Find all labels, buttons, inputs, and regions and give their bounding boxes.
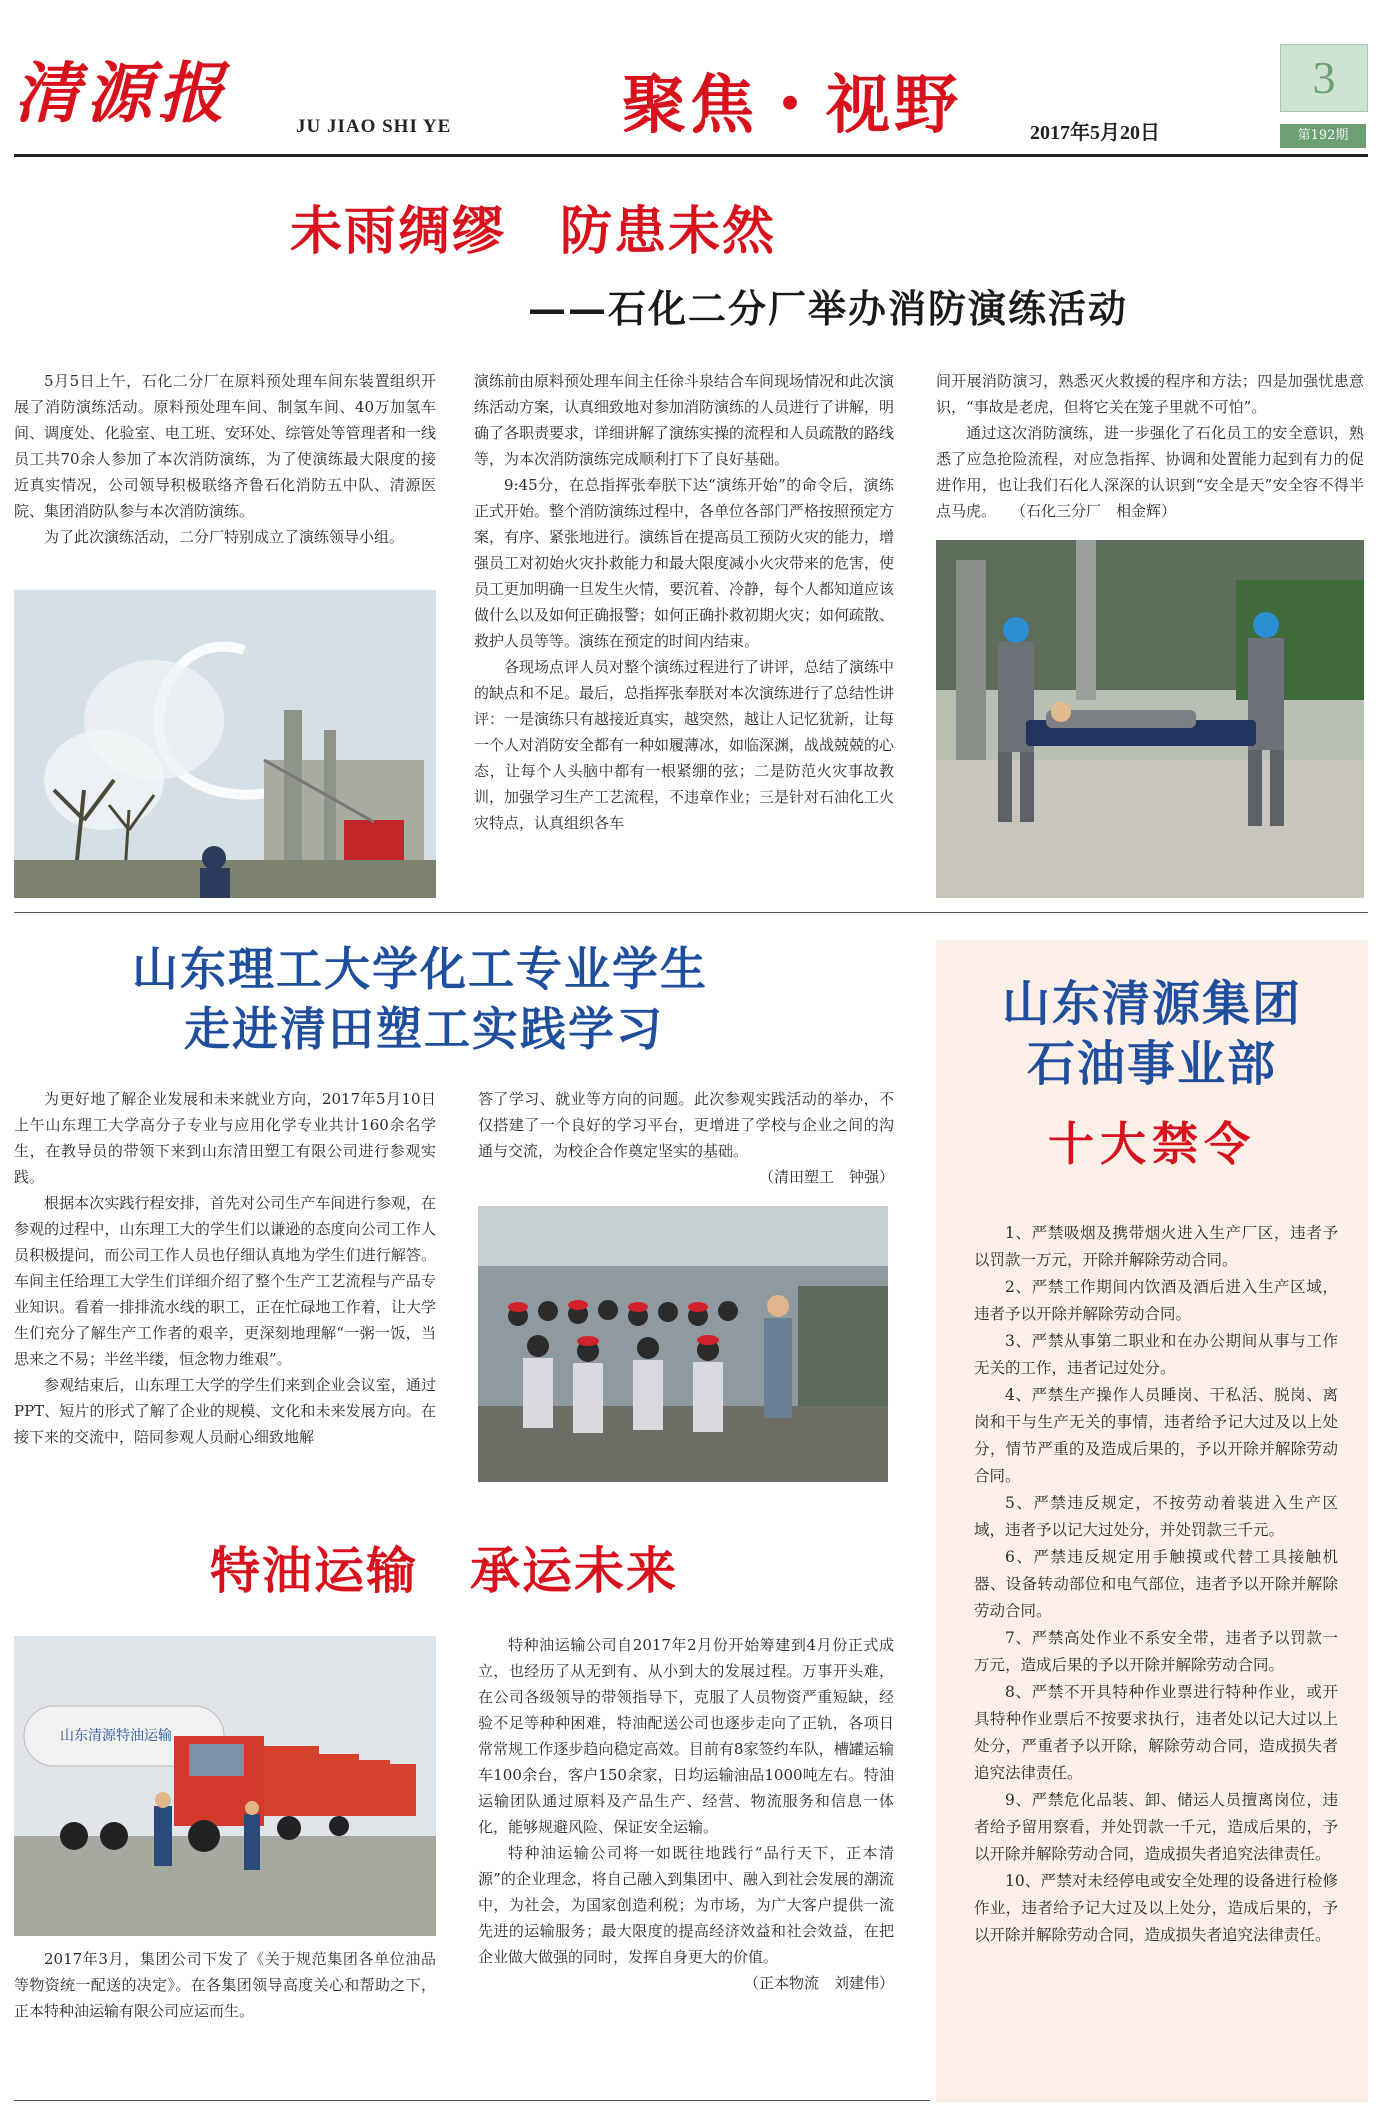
students-illustration <box>478 1206 888 1482</box>
article2-col1 <box>14 1086 436 1450</box>
masthead-rule <box>14 154 1368 157</box>
article3-col2-para: 特种油运输公司自2017年2月份开始筹建到4月份正式成立，也经历了从无到有、从小到大的发展过程。万事开头难，在公司各级领导的带领指导下，克服了人员物资严重短缺，经验不足等种种困难，特油配送公司也逐步走向了正轨，各项日常常规工作逐步趋向稳定高效。目前有8家签约车队，槽罐运输车100余台，客户150余家，日均运输油品1000吨左右。特油运输团队通过原料及产品生产、经营、物流服务和信息一体化，能够规避风险、保证安全运输。 <box>478 1636 894 1836</box>
prohibition-item: 9、严禁危化品装、卸、储运人员擅离岗位，违者给予留用察看，并处罚款一千元，造成后果的，予以开除并解除劳动合同，造成损失者追究法律责任。 <box>974 1791 1338 1863</box>
truck-tank-text: 山东清源特油运输 <box>60 1728 172 1744</box>
prohibition-item: 2、严禁工作期间内饮酒及酒后进入生产区域，违者予以开除并解除劳动合同。 <box>974 1278 1338 1323</box>
students-visit-photo <box>478 1206 888 1482</box>
fire-drill-illustration <box>14 590 436 898</box>
page-number-box <box>1280 44 1368 112</box>
article1-subtitle: ——石化二分厂举办消防演练活动 <box>528 286 1129 331</box>
page-bottom-rule <box>14 2100 930 2101</box>
prohibition-item: 5、严禁违反规定，不按劳动着装进入生产区域，违者予以记大过处分，并处罚款三千元。 <box>974 1494 1338 1539</box>
article2-col2-para: 答了学习、就业等方向的问题。此次参观实践活动的举办，不仅搭建了一个良好的学习平台，更增进了学校与企业之间的沟通与交流，为校企合作奠定坚实的基础。 <box>478 1090 894 1160</box>
article1-bottom-rule <box>14 912 1368 913</box>
masthead <box>0 0 1377 160</box>
ten-prohibitions-sidebar <box>936 940 1368 2102</box>
trucks-illustration <box>14 1636 436 1936</box>
article3-col1-para: 2017年3月，集团公司下发了《关于规范集团各单位油品等物资统一配送的决定》。在各集团领导高度关心和帮助之下，正本特种油运输有限公司应运而生。 <box>14 1950 436 2020</box>
article1-col3-para: 通过这次消防演练，进一步强化了石化员工的安全意识，熟悉了应急抢险流程，对应急指挥、协调和处置能力起到有力的促进作用，也让我们石化人深深的认识到“安全是天”安全容不得半点马虎。 （石化三分厂 相金辉） <box>936 424 1364 520</box>
article3-col1 <box>14 1946 436 2024</box>
article2-col2 <box>478 1086 894 1190</box>
article1-col2-para: 9:45分，在总指挥张奉朕下达“演练开始”的命令后，演练正式开始。整个消防演练过程中，各单位各部门严格按照预定方案，有序、紧张地进行。演练旨在提高员工预防火灾的能力，增强员工对初始火灾扑救能力和最大限度减小火灾带来的危害，使员工更加明确一旦发生火情，要沉着、冷静，每个人都知道应该做什么以及如何正确报警；如何正确扑救初期火灾；如何疏散、救护人员等等。演练在预定的时间内结束。 <box>474 476 895 650</box>
sidebar-title-line2: 石油事业部 <box>1026 1036 1277 1092</box>
article3-col2-para: 特种油运输公司将一如既往地践行“品行天下，正本清源”的企业理念，将自己融入到集团中、融入到社会发展的潮流中，为社会，为国家创造利税；为市场，为广大客户提供一流先进的运输服务；最大限度的提高经济效益和社会效益，在把企业做大做强的同时，发挥自身更大的价值。 <box>478 1844 894 1966</box>
issue-number-box <box>1280 124 1366 148</box>
article2-signature: （清田塑工 钟强） <box>758 1168 894 1186</box>
article1-col1 <box>14 368 436 550</box>
article1-col2-para: 演练前由原料预处理车间主任徐斗泉结合车间现场情况和此次演练活动方案，认真细致地对参加消防演练的人员进行了讲解，明确了各职责要求，详细讲解了演练实操的流程和人员疏散的路线等，为本次消防演练完成顺利打下了良好基础。 <box>474 372 895 468</box>
article1-col1-para: 5月5日上午，石化二分厂在原料预处理车间东装置组织开展了消防演练活动。原料预处理车间、制氢车间、40万加氢车间、调度处、化验室、电工班、安环处、综管处等管理者和一线员工共70余人参加了本次消防演练，为了使演练最大限度的接近真实情况，公司领导积极联络齐鲁石化消防五中队、清源医院、集团消防队参与本次消防演练。 <box>14 372 436 520</box>
issue-number: 第192期 <box>1297 128 1349 143</box>
section-title: 聚焦・视野 <box>622 68 962 143</box>
prohibition-list <box>974 1220 1338 1949</box>
article3-signature: （正本物流 刘建伟） <box>743 1974 894 1992</box>
prohibition-item: 7、严禁高处作业不系安全带，违者予以罚款一万元，造成后果的予以开除并解除劳动合同。 <box>974 1629 1338 1674</box>
page-number: 3 <box>1312 52 1336 103</box>
article1-col2 <box>474 368 894 836</box>
section-pinyin: JU JIAO SHI YE <box>296 116 452 137</box>
article1-col3 <box>936 368 1364 524</box>
sidebar-subtitle: 十大禁令 <box>1048 1117 1256 1171</box>
prohibition-item: 4、严禁生产操作人员睡岗、干私活、脱岗、离岗和干与生产无关的事情，违者给予记大过及以上处分，情节严重的及造成后果的，予以开除并解除劳动合同。 <box>974 1386 1338 1485</box>
fire-drill-photo <box>14 590 436 898</box>
article2-title-line1: 山东理工大学化工专业学生 <box>132 942 708 996</box>
paper-name-logo: 清源报 <box>14 54 230 132</box>
prohibition-item: 10、严禁对未经停电或安全处理的设备进行检修作业，违者给予记大过及以上处分，造成后果的，予以开除并解除劳动合同，造成损失者追究法律责任。 <box>974 1872 1338 1944</box>
article2-title-line2: 走进清田塑工实践学习 <box>184 1002 664 1056</box>
oil-trucks-photo <box>14 1636 436 1936</box>
article2-col1-para: 为更好地了解企业发展和未来就业方向，2017年5月10日上午山东理工大学高分子专业与应用化学专业共计160余名学生，在教导员的带领下来到山东清田塑工有限公司进行参观实践。 <box>14 1090 436 1186</box>
prohibition-item: 3、严禁从事第二职业和在办公期间从事与工作无关的工作，违者记过处分。 <box>974 1332 1338 1377</box>
article1-title: 未雨绸缪 防患未然 <box>290 201 777 262</box>
article2-col1-para: 参观结束后，山东理工大学的学生们来到企业会议室，通过PPT、短片的形式了解了企业的规模、文化和未来发展方向。在接下来的交流中，陪同参观人员耐心细致地解 <box>14 1376 436 1446</box>
prohibition-item: 1、严禁吸烟及携带烟火进入生产厂区，违者予以罚款一万元，开除并解除劳动合同。 <box>974 1224 1338 1269</box>
article3-title: 特油运输 承运未来 <box>210 1541 678 1600</box>
issue-date: 2017年5月20日 <box>1030 122 1160 144</box>
article1-col1-para: 为了此次演练活动，二分厂特别成立了演练领导小组。 <box>44 528 405 546</box>
article2-col1-para: 根据本次实践行程安排，首先对公司生产车间进行参观，在参观的过程中，山东理工大的学生们以谦逊的态度向公司工作人员积极提问，而公司工作人员也仔细认真地为学生们进行解答。车间主任给理工大学生们详细介绍了整个生产工艺流程与产品专业知识。看着一排排流水线的职工，正在忙碌地工作着，让大学生们充分了解生产工作者的艰辛，更深刻地理解“一粥一饭，当思来之不易；半丝半缕，恒念物力维艰”。 <box>14 1194 436 1368</box>
prohibition-item: 8、严禁不开具特种作业票进行特种作业，或开具特种作业票后不按要求执行，违者处以记大过以上处分，严重者予以开除，解除劳动合同，造成损失者追究法律责任。 <box>974 1683 1338 1782</box>
prohibition-item: 6、严禁违反规定用手触摸或代替工具接触机器、设备转动部位和电气部位，违者予以开除并解除劳动合同。 <box>974 1548 1338 1620</box>
article1-col3-para: 间开展消防演习，熟悉灭火救援的程序和方法；四是加强忧患意识，“事故是老虎，但将它关在笼子里就不可怕”。 <box>936 372 1364 416</box>
sidebar-title-line1: 山东清源集团 <box>1001 976 1302 1032</box>
article3-col2 <box>478 1632 894 1996</box>
stretcher-rescue-photo <box>936 540 1364 898</box>
article1-col2-para: 各现场点评人员对整个演练过程进行了讲评，总结了演练中的缺点和不足。最后，总指挥张奉朕对本次演练进行了总结性讲评：一是演练只有越接近真实，越突然，越让人记忆犹新，让每一个人对消防安全都有一种如履薄冰，如临深渊，战战兢兢的心态，让每个人头脑中都有一根紧绷的弦；二是防范火灾事故教训，加强学习生产工艺流程，不违章作业；三是针对石油化工火灾特点，认真组织各车 <box>474 658 895 832</box>
stretcher-illustration <box>936 540 1364 898</box>
